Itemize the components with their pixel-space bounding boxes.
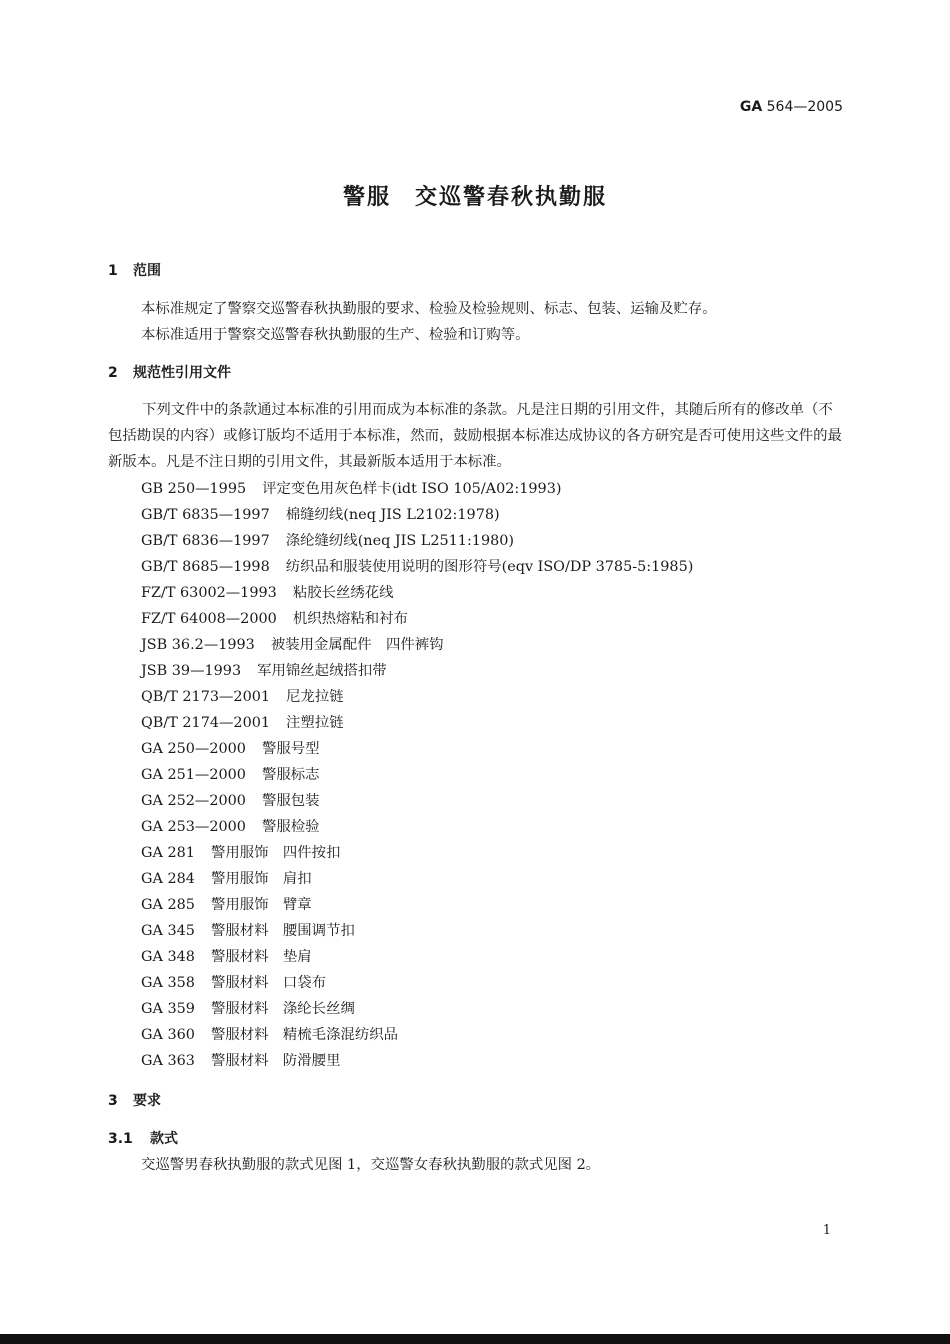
reference-code: GA 250—2000	[141, 741, 246, 757]
section-1-heading	[108, 260, 161, 280]
reference-name: 注塑拉链	[286, 715, 344, 731]
reference-code: GB 250—1995	[141, 481, 247, 497]
reference-item	[141, 944, 693, 970]
reference-code: JSB 39—1993	[141, 663, 242, 679]
reference-name: 棉缝纫线(neq JIS L2102:1978)	[285, 507, 500, 523]
reference-item	[141, 710, 693, 736]
section-title: 要求	[133, 1093, 161, 1109]
reference-name: 警服标志	[261, 767, 320, 783]
section-1-paragraph-1: 本标准规定了警察交巡警春秋执勤服的要求、检验及检验规则、标志、包装、运输及贮存。	[141, 301, 717, 317]
reference-code: GA 251—2000	[141, 767, 246, 783]
reference-name: 纺织品和服装使用说明的图形符号(eqv ISO/DP 3785-5:1985)	[285, 559, 694, 575]
section-title: 规范性引用文件	[133, 365, 231, 381]
section-title: 范围	[133, 263, 161, 279]
reference-code: GA 360	[141, 1027, 195, 1043]
reference-item	[141, 606, 693, 632]
reference-name: 被装用金属配件 四件裤钩	[270, 637, 444, 653]
reference-item	[141, 788, 693, 814]
standard-code	[740, 99, 843, 115]
standard-number: 564—2005	[762, 99, 843, 115]
reference-item	[141, 892, 693, 918]
reference-name: 警服材料 口袋布	[210, 975, 327, 991]
reference-name: 军用锦丝起绒搭扣带	[257, 663, 387, 679]
section-2-heading	[108, 362, 231, 382]
reference-code: QB/T 2173—2001	[141, 689, 271, 705]
reference-name: 涤纶缝纫线(neq JIS L2511:1980)	[285, 533, 515, 549]
section-number: 3	[108, 1093, 118, 1109]
reference-name: 警服材料 精梳毛涤混纺织品	[210, 1027, 399, 1043]
reference-name: 警服号型	[261, 741, 320, 757]
reference-code: GB/T 6836—1997	[141, 533, 270, 549]
reference-item	[141, 580, 693, 606]
section-3-1-paragraph: 交巡警男春秋执勤服的款式见图 1，交巡警女春秋执勤服的款式见图 2。	[141, 1157, 601, 1173]
reference-item	[141, 502, 693, 528]
section-title: 款式	[150, 1131, 178, 1147]
reference-name: 警用服饰 肩扣	[210, 871, 312, 887]
reference-code: GA 348	[141, 949, 195, 965]
reference-code: GA 359	[141, 1001, 195, 1017]
reference-name: 警服材料 涤纶长丝绸	[210, 1001, 355, 1017]
reference-item	[141, 736, 693, 762]
reference-item	[141, 554, 693, 580]
reference-code: GA 345	[141, 923, 195, 939]
reference-name: 评定变色用灰色样卡(idt ISO 105/A02:1993)	[262, 481, 562, 497]
reference-item	[141, 866, 693, 892]
reference-item	[141, 970, 693, 996]
reference-code: GA 284	[141, 871, 195, 887]
reference-list	[141, 476, 693, 1074]
reference-code: JSB 36.2—1993	[141, 637, 255, 653]
reference-code: FZ/T 63002—1993	[141, 585, 277, 601]
reference-item	[141, 684, 693, 710]
reference-item	[141, 1048, 693, 1074]
section-number: 1	[108, 263, 118, 279]
reference-item	[141, 840, 693, 866]
reference-item	[141, 918, 693, 944]
reference-item	[141, 632, 693, 658]
reference-code: GB/T 6835—1997	[141, 507, 270, 523]
reference-item	[141, 658, 693, 684]
reference-name: 警用服饰 臂章	[210, 897, 312, 913]
reference-code: FZ/T 64008—2000	[141, 611, 277, 627]
page-number: 1	[822, 1223, 831, 1238]
reference-code: GA 252—2000	[141, 793, 246, 809]
reference-name: 机织热熔粘和衬布	[292, 611, 408, 627]
reference-name: 警服包装	[261, 793, 320, 809]
reference-name: 粘胶长丝绣花线	[292, 585, 394, 601]
reference-item	[141, 814, 693, 840]
reference-name: 警服材料 防滑腰里	[210, 1053, 341, 1069]
reference-item	[141, 476, 693, 502]
reference-code: GB/T 8685—1998	[141, 559, 270, 575]
reference-item	[141, 528, 693, 554]
reference-code: GA 281	[141, 845, 195, 861]
reference-code: GA 285	[141, 897, 195, 913]
reference-name: 警服材料 腰围调节扣	[210, 923, 355, 939]
reference-code: GA 358	[141, 975, 195, 991]
section-2-intro: 下列文件中的条款通过本标准的引用而成为本标准的条款。凡是注日期的引用文件，其随后所有的修改单（不包括勘误的内容）或修订版均不适用于本标准，然而，鼓励根据本标准达成协议的各方研究是否可使用这些文件的最新版本。凡是不注日期的引用文件，其最新版本适用于本标准。	[108, 402, 842, 470]
reference-name: 警用服饰 四件按扣	[210, 845, 341, 861]
reference-item	[141, 996, 693, 1022]
reference-name: 警服检验	[261, 819, 320, 835]
section-number: 2	[108, 365, 118, 381]
standard-prefix: GA	[739, 99, 763, 115]
document-title: 警服 交巡警春秋执勤服	[342, 185, 607, 210]
section-3-1-heading	[108, 1128, 178, 1148]
reference-name: 警服材料 垫肩	[210, 949, 312, 965]
reference-code: GA 363	[141, 1053, 195, 1069]
reference-item	[141, 762, 693, 788]
reference-name: 尼龙拉链	[286, 689, 344, 705]
section-3-heading	[108, 1090, 161, 1110]
reference-code: QB/T 2174—2001	[141, 715, 271, 731]
section-1-paragraph-2: 本标准适用于警察交巡警春秋执勤服的生产、检验和订购等。	[141, 327, 530, 343]
bottom-edge-bar	[0, 1334, 950, 1344]
reference-code: GA 253—2000	[141, 819, 246, 835]
reference-item	[141, 1022, 693, 1048]
section-number: 3.1	[108, 1131, 133, 1147]
